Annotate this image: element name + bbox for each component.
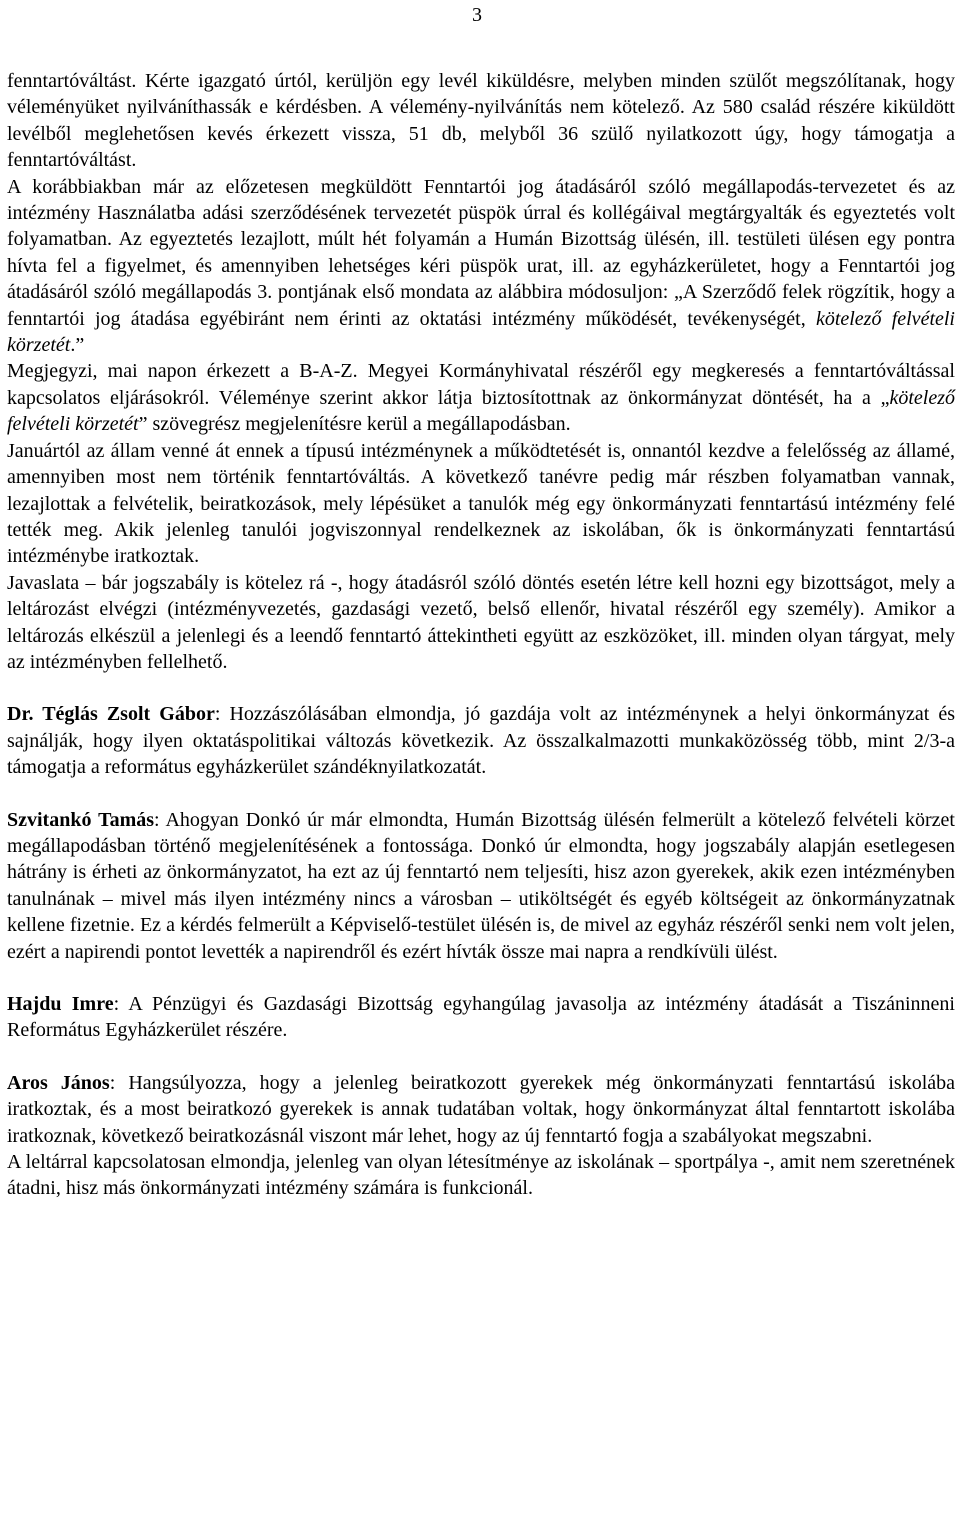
paragraph-text: A leltárral kapcsolatosan elmondja, jelenleg van olyan létesítménye az iskolának – sportpálya -, amit nem szeretnének átadni, hisz más önkormányzati intézmény számára is funkcionál. bbox=[7, 1151, 955, 1200]
speaker-paragraph bbox=[7, 1070, 955, 1149]
speaker-name: Dr. Téglás Zsolt Gábor bbox=[7, 703, 215, 726]
paragraph-text: Megjegyzi, mai napon érkezett a B-A-Z. Megyei Kormányhivatal részéről egy megkeresés a fenntartóváltással kapcsolatos eljárásokról. Véleménye szerint akkor látja biztosítottnak az önkormányzat döntését, ha a „ bbox=[7, 360, 955, 409]
document-body bbox=[7, 68, 955, 1202]
speaker-name: Szvitankó Tamás bbox=[7, 808, 155, 831]
paragraph-text: : A Pénzügyi és Gazdasági Bizottság egyhangúlag javasolja az intézmény átadását a Tiszáninneni Református Egyházkerület részére. bbox=[7, 993, 955, 1042]
speaker-paragraph bbox=[7, 807, 955, 965]
italic-quote: kötelező felvételi körzetét bbox=[7, 307, 955, 357]
speaker-name: Aros János bbox=[7, 1071, 110, 1094]
paragraph-text: Januártól az állam venné át ennek a típusú intézménynek a működtetését is, onnantól kezdve a felelősség az államé, amennyiben most nem történik fenntartóváltás. A következő tanévre pedig már részben folyamatban vannak, lezajlottak a felvételik, beiratkozások, mely lépésüket a tanulók még egy önkormányzati fenntartású intézmény felé tették meg. Akik jelenleg tanulói jogviszonnyal rendelkeznek az iskolában, ők is önkormányzati fenntartású intézménybe iratkoztak. bbox=[7, 439, 955, 568]
paragraph-text: : Hozzászólásában elmondja, jó gazdája volt az intézménynek a helyi önkormányzat és sajnálják, hogy ilyen oktatáspolitikai változás következik. Az összalkalmazotti munkaközösség több, mint 2/3-a támogatja a református egyházkerület szándéknyilatkozatát. bbox=[7, 703, 955, 779]
paragraph-text: ” szövegrész megjelenítésre kerül a megállapodásban. bbox=[138, 413, 571, 436]
speaker-name: Hajdu Imre bbox=[7, 993, 114, 1015]
paragraph-text: fenntartóváltást. Kérte igazgató úrtól, kerüljön egy levél kiküldésre, melyben minden szülőt megszólítanak, hogy véleményüket nyilváníthassák e kérdésben. A vélemény-nyilvánítás nem kötelező. Az 580 család részére kiküldött levélből meglehetősen kevés érkezett vissza, 51 db, melyből 36 szülő nyilatkozott úgy, hogy támogatja a fenntartóváltást. bbox=[7, 70, 955, 172]
paragraph-text: : Hangsúlyozza, hogy a jelenleg beiratkozott gyerekek még önkormányzati fenntartású iskolába iratkoztak, és a most beiratkozó gyerekek is annak tudatában voltak, hogy önkormányzat által fenntartott iskolába iratkoznak, következő beiratkozásnál viszont már lehet, hogy az új fenntartó fogja a szabályokat megszabni. bbox=[7, 1071, 955, 1147]
italic-quote: kötelező felvételi körzetét bbox=[7, 386, 955, 436]
paragraph bbox=[7, 1149, 955, 1202]
paragraph-text: A korábbiakban már az előzetesen megküldött Fenntartói jog átadásáról szóló megállapodás-tervezetet és az intézmény Használatba adási szerződésének tervezetét püspök úrral és kollégáival megtárgyalták és egyeztetés volt folyamatban. Az egyeztetés lezajlott, múlt hét folyamán a Humán Bizottság ülésén, ill. testületi ülésen egy pontra hívta fel a figyelmet, és amennyiben lehetséges kéri püspök urat, ill. az egyházkerületet, hogy a Fenntartói jog átadásáról szóló megállapodás 3. pontjának első mondata az alábbira módosuljon: „A Szerződő felek rögzítik, hogy a fenntartói jog átadása egyébiránt nem érinti az oktatási intézmény működését, tevékenységét, bbox=[7, 175, 955, 330]
paragraph bbox=[7, 174, 955, 359]
paragraph-text: : Ahogyan Donkó úr már elmondta, Humán Bizottság ülésén felmerült a kötelező felvételi körzet megállapodásban történő megjelenítésének a fontossága. Donkó úr elmondta, hogy jogszabály alapján esetlegesen hátrány is érheti az önkormányzatot, ha ezt az új fenntartó nem teljesíti, hisz azon gyerekek, akik ezen intézményben tanulnának – mivel más ilyen intézmény nincs a városban – utiköltségét és egyéb költségeit az önkormányzatnak kellene fizetnie. Ez a kérdés felmerült a Képviselő-testület ülésén is, de mivel az egyház részéről senki nem volt jelen, ezért a napirendi pontot levették a napirendről és ezért hívták össze mai napra a rendkívüli ülést. bbox=[7, 808, 955, 963]
speaker-paragraph bbox=[7, 701, 955, 780]
paragraph-text: .” bbox=[70, 334, 85, 357]
paragraph bbox=[7, 358, 955, 437]
paragraph-text: Javaslata – bár jogszabály is kötelez rá -, hogy átadásról szóló döntés esetén létre kell hozni egy bizottságot, mely a leltározást elvégzi (intézményvezetés, gazdasági vezető, belső ellenőr, hivatal részéről egy személy). Amikor a leltározás elkészül a jelenlegi és a leendő fenntartó áttekintheti együtt az eszközöket, ill. minden olyan tárgyat, mely az intézményben fellelhető. bbox=[7, 571, 955, 673]
paragraph bbox=[7, 68, 955, 174]
page-number: 3 bbox=[472, 4, 482, 26]
paragraph bbox=[7, 570, 955, 676]
paragraph bbox=[7, 438, 955, 570]
speaker-paragraph bbox=[7, 991, 955, 1044]
